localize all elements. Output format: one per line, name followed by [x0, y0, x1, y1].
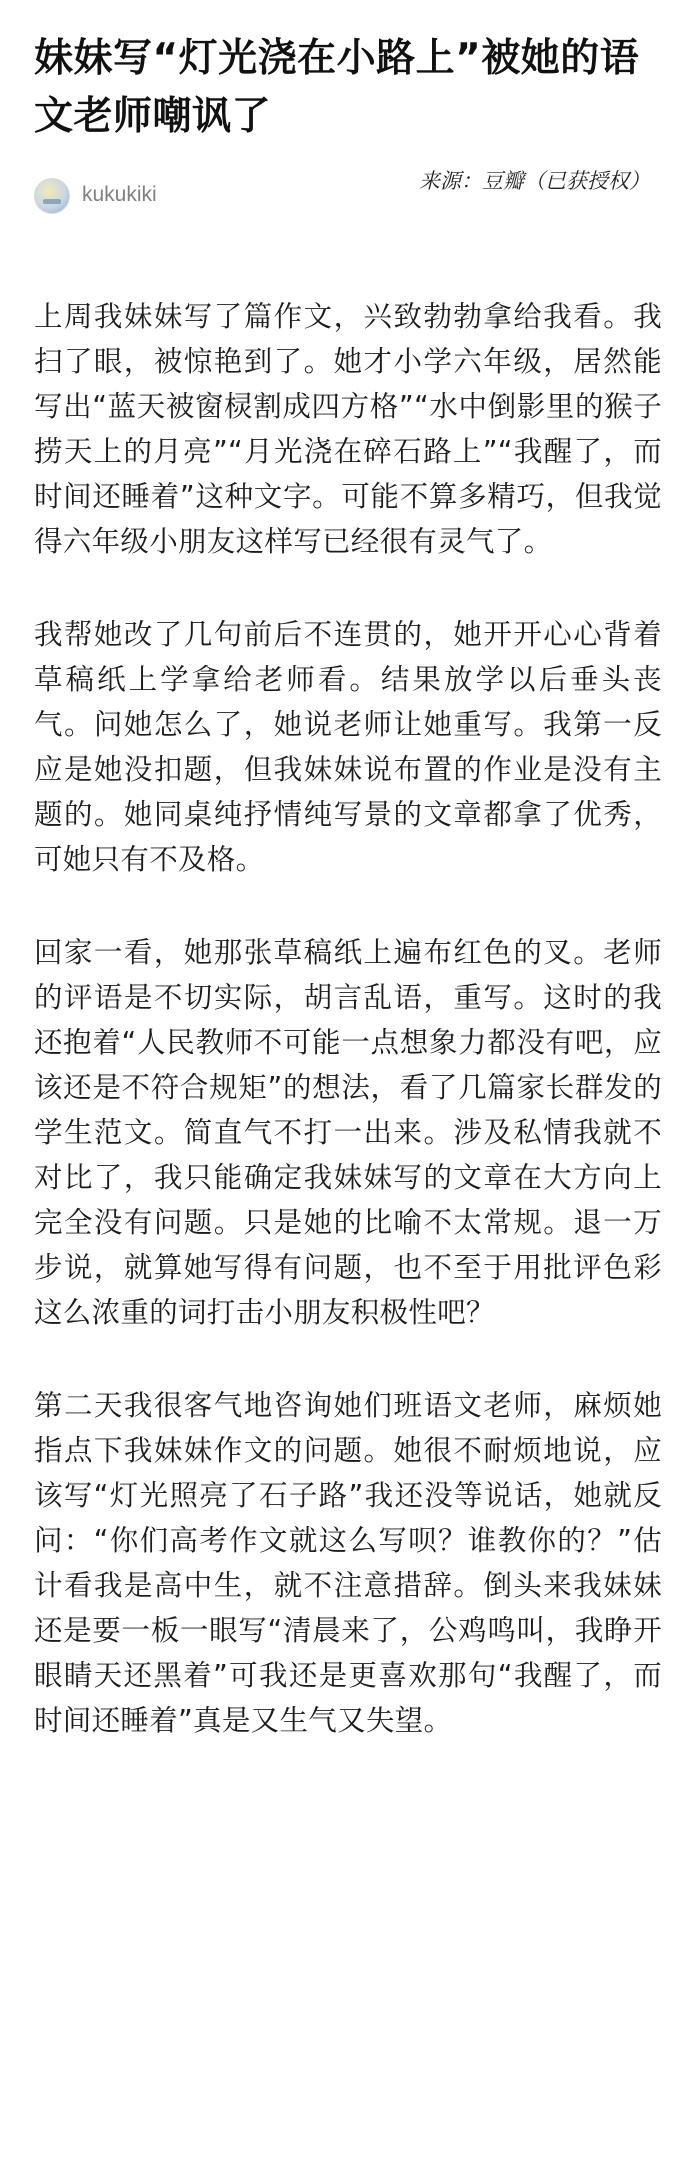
article-body	[34, 294, 662, 1743]
author-avatar[interactable]	[34, 178, 70, 214]
paragraph-3: 回家一看，她那张草稿纸上遍布红色的叉。老师的评语是不切实际，胡言乱语，重写。这时的我还抱着“人民教师不可能一点想象力都没有吧，应该还是不符合规矩”的想法，看了几篇家长群发的学生范文。简直气不打一出来。涉及私情我就不对比了，我只能确定我妹妹写的文章在大方向上完全没有问题。只是她的比喻不太常规。退一万步说，就算她写得有问题，也不至于用批评色彩这么浓重的词打击小朋友积极性吧？	[34, 936, 662, 1329]
author-name[interactable]: kukukiki	[82, 183, 157, 206]
paragraph-1: 上周我妹妹写了篇作文，兴致勃勃拿给我看。我扫了眼，被惊艳到了。她才小学六年级，居然能写出“蓝天被窗棂割成四方格”“水中倒影里的猴子捞天上的月亮”“月光浇在碎石路上”“我醒了，而时间还睡着”这种文字。可能不算多精巧，但我觉得六年级小朋友这样写已经很有灵气了。	[34, 300, 662, 558]
article-meta	[34, 166, 662, 226]
paragraph-2: 我帮她改了几句前后不连贯的，她开开心心背着草稿纸上学拿给老师看。结果放学以后垂头丧气。问她怎么了，她说老师让她重写。我第一反应是她没扣题，但我妹妹说布置的作业是没有主题的。她同桌纯抒情纯写景的文章都拿了优秀，可她只有不及格。	[34, 618, 662, 876]
article-title: 妹妹写“灯光浇在小路上”被她的语文老师嘲讽了	[34, 36, 640, 139]
source-label: 来源：豆瓣（已获授权）	[419, 169, 650, 193]
paragraph-4: 第二天我很客气地咨询她们班语文老师，麻烦她指点下我妹妹作文的问题。她很不耐烦地说，应该写“灯光照亮了石子路”我还没等说话，她就反问：“你们高考作文就这么写呗？谁教你的？”估计看我是高中生，就不注意措辞。倒头来我妹妹还是要一板一眼写“清晨来了，公鸡鸣叫，我睁开眼睛天还黑着”可我还是更喜欢那句“我醒了，而时间还睡着”真是又生气又失望。	[34, 1389, 662, 1737]
